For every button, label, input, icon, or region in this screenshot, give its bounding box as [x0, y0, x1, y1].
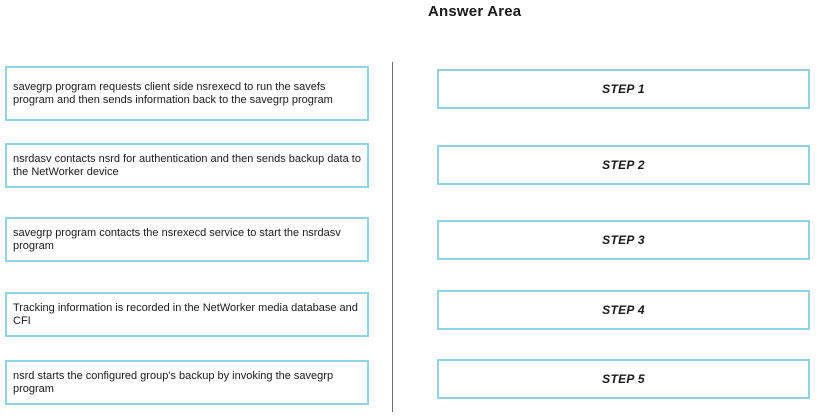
step-slot-1[interactable] — [437, 69, 810, 109]
column-divider — [392, 62, 393, 412]
drag-item-text: savegrp program contacts the nsrexecd service to start the nsrdasv program — [13, 226, 341, 252]
step-label: STEP 4 — [602, 303, 645, 317]
step-slot-5[interactable] — [437, 359, 810, 399]
step-label: STEP 1 — [602, 82, 645, 96]
step-slot-4[interactable] — [437, 290, 810, 330]
drag-item-5[interactable] — [5, 360, 369, 405]
drag-item-3[interactable] — [5, 217, 369, 262]
drag-item-text: savegrp program requests client side nsrexecd to run the savefs program and then sends information back to the savegrp program — [13, 80, 333, 106]
drag-item-1[interactable] — [5, 66, 369, 121]
drag-item-4[interactable] — [5, 292, 369, 337]
drag-item-text: nsrd starts the configured group's backup by invoking the savegrp program — [13, 369, 334, 395]
drag-item-text: Tracking information is recorded in the NetWorker media database and CFI — [13, 301, 358, 327]
answer-area-title: Answer Area — [428, 3, 522, 20]
step-slot-3[interactable] — [437, 220, 810, 260]
step-slot-2[interactable] — [437, 145, 810, 185]
step-label: STEP 3 — [602, 233, 645, 247]
step-label: STEP 5 — [602, 372, 645, 386]
drag-item-text: nsrdasv contacts nsrd for authentication and then sends backup data to the NetWorker device — [13, 152, 361, 178]
drag-item-2[interactable] — [5, 143, 369, 188]
step-label: STEP 2 — [602, 158, 645, 172]
